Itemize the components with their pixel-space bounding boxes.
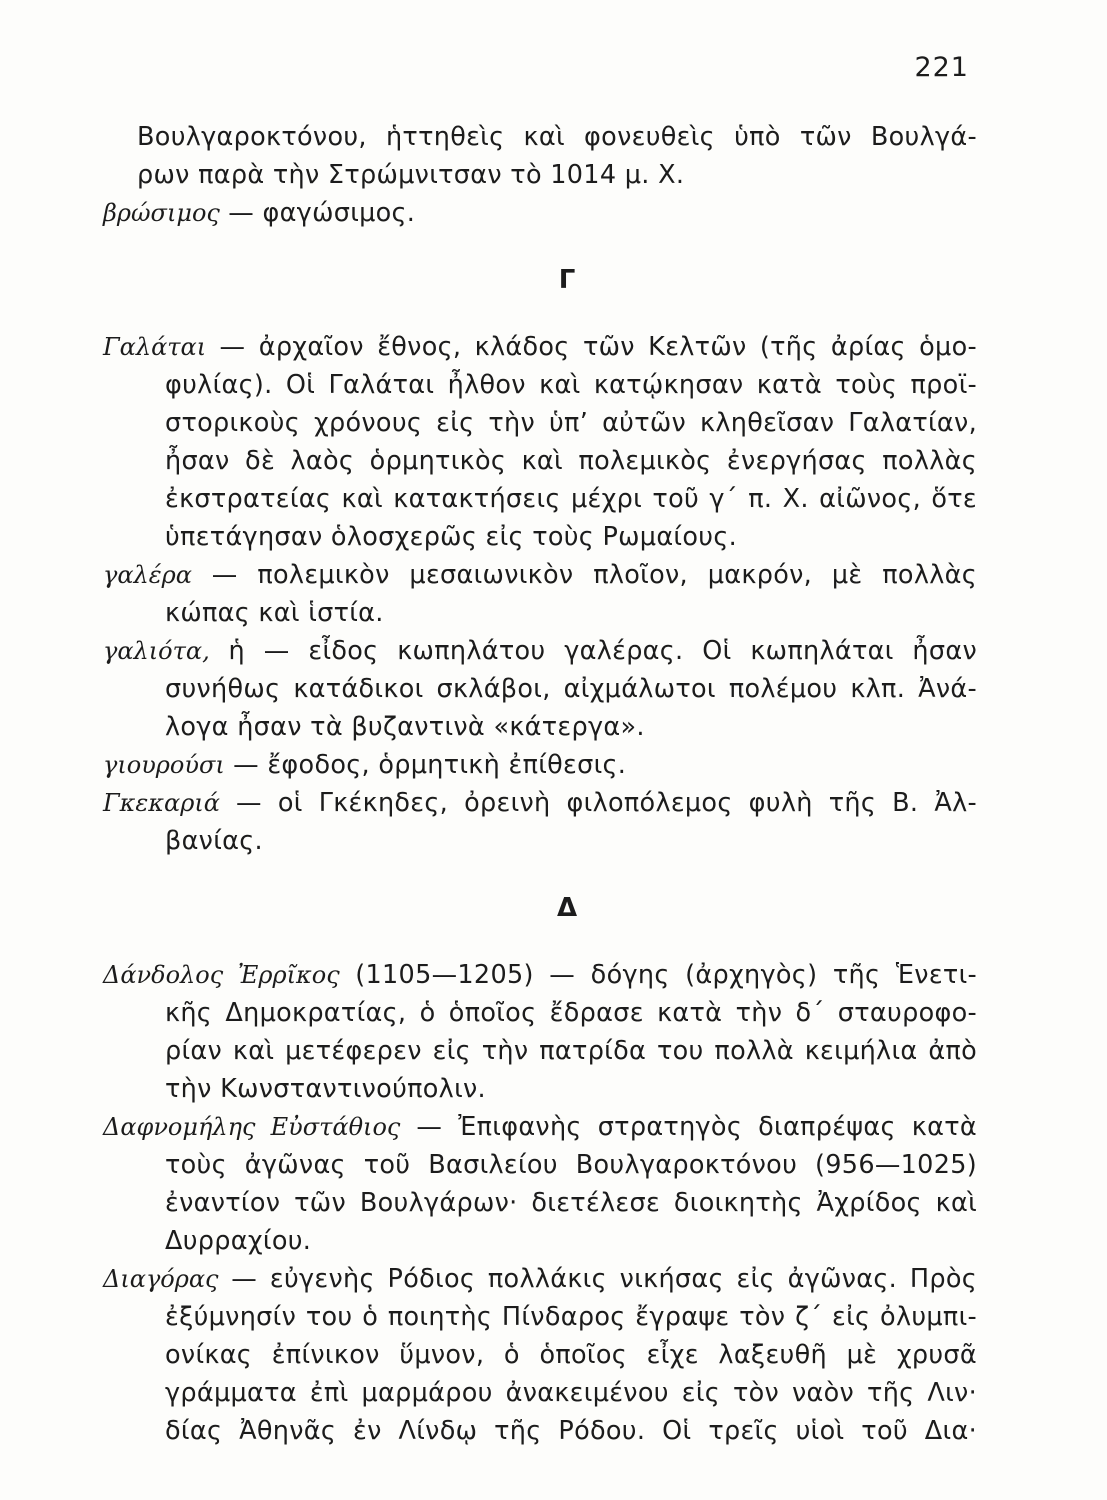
text-line: ρίαν καὶ μετέφερεν εἰς τὴν πατρίδα του πολλὰ κειμήλια ἀπὸ — [165, 1036, 977, 1066]
entry-term: Δάνδολος Ἐρρῖκος — [103, 961, 340, 989]
entry-term: γιουρούσι — [103, 751, 225, 779]
text-line: ἐξύμνησίν του ὁ ποιητὴς Πίνδαρος ἔγραψε τὸν ζ΄ εἰς ὀλυμπι- — [165, 1302, 977, 1332]
text-line: κῆς Δημοκρατίας, ὁ ὁποῖος ἔδρασε κατὰ τὴν δ΄ σταυροφο- — [165, 998, 977, 1028]
glossary-entry — [103, 328, 977, 366]
glossary-entry — [103, 956, 977, 994]
entry-text: — Ἐπιφανὴς στρατηγὸς διαπρέψας κατὰ — [400, 1112, 977, 1142]
entry-text: — πολεμικὸν μεσαιωνικὸν πλοῖον, μακρόν, μὲ πολλὰς — [191, 560, 977, 590]
text-line: κώπας καὶ ἱστία. — [165, 598, 384, 628]
glossary-text — [103, 118, 977, 1450]
text-line: γράμματα ἐπὶ μαρμάρου ἀνακειμένου εἰς τὸν ναὸν τῆς Λιν· — [165, 1378, 977, 1408]
entry-text: — οἱ Γκέκηδες, ὀρεινὴ φιλοπόλεμος φυλὴ τῆς Β. Ἀλ- — [219, 788, 977, 818]
section-heading-delta: Δ — [556, 893, 578, 923]
entry-text: — εὐγενὴς Ρόδιος πολλάκις νικήσας εἰς ἀγῶνας. Πρὸς — [218, 1264, 977, 1294]
glossary-entry — [103, 784, 977, 822]
entry-term: βρώσιμος — [103, 199, 220, 227]
entry-text: (1105—1205) — δόγης (ἀρχηγὸς) τῆς Ἑνετι- — [339, 960, 977, 990]
text-line: Βουλγαροκτόνου, ἡττηθεὶς καὶ φονευθεὶς ὑπὸ τῶν Βουλγά- — [137, 122, 977, 152]
entry-term: Διαγόρας — [103, 1265, 219, 1293]
text-line: ἐναντίον τῶν Βουλγάρων· διετέλεσε διοικητὴς Ἀχρίδος καὶ — [165, 1188, 977, 1218]
glossary-entry — [103, 746, 977, 784]
glossary-entry — [103, 556, 977, 594]
text-line: ρων παρὰ τὴν Στρώμνιτσαν τὸ 1014 μ. Χ. — [137, 160, 685, 190]
text-line: βανίας. — [165, 826, 263, 856]
entry-term: Γαλάται — [103, 333, 207, 361]
text-line: ὑπετάγησαν ὁλοσχερῶς εἰς τοὺς Ρωμαίους. — [165, 522, 737, 552]
entry-term: Γκεκαριά — [103, 789, 220, 817]
text-line: τὴν Κωνσταντινούπολιν. — [165, 1074, 486, 1104]
text-line: δίας Ἀθηνᾶς ἐν Λίνδῳ τῆς Ρόδου. Οἱ τρεῖς υἱοὶ τοῦ Δια· — [165, 1416, 977, 1446]
text-line: Δυρραχίου. — [165, 1226, 312, 1256]
entry-text: — φαγώσιμος. — [219, 198, 416, 228]
entry-term: Δαφνομήλης Εὐστάθιος — [103, 1113, 401, 1141]
text-line: τοὺς ἀγῶνας τοῦ Βασιλείου Βουλγαροκτόνου (956—1025) — [165, 1150, 977, 1180]
entry-text: — ἀρχαῖον ἔθνος, κλάδος τῶν Κελτῶν (τῆς ἀρίας ὁμο- — [206, 332, 977, 362]
text-line: ονίκας ἐπίνικον ὕμνον, ὁ ὁποῖος εἶχε λαξευθῆ μὲ χρυσᾶ — [165, 1340, 977, 1370]
text-line: στορικοὺς χρόνους εἰς τὴν ὑπ’ αὐτῶν κληθεῖσαν Γαλατίαν, — [165, 408, 977, 438]
glossary-entry — [103, 632, 977, 670]
text-line: συνήθως κατάδικοι σκλάβοι, αἰχμάλωτοι πολέμου κλπ. Ἀνά- — [165, 674, 977, 704]
glossary-entry — [103, 1108, 977, 1146]
page-number: 221 — [914, 52, 969, 83]
text-line: ἐκστρατείας καὶ κατακτήσεις μέχρι τοῦ γ΄ π. Χ. αἰῶνος, ὅτε — [165, 484, 977, 514]
entry-text: ἡ — εἶδος κωπηλάτου γαλέρας. Οἱ κωπηλάται ἦσαν — [209, 636, 977, 666]
glossary-entry — [103, 1260, 977, 1298]
glossary-entry — [103, 194, 977, 232]
entry-text: — ἔφοδος, ὁρμητικὴ ἐπίθεσις. — [224, 750, 627, 780]
section-heading-gamma: Γ — [558, 265, 576, 295]
text-line: ἦσαν δὲ λαὸς ὁρμητικὸς καὶ πολεμικὸς ἐνεργήσας πολλὰς — [165, 446, 977, 476]
text-line: φυλίας). Οἱ Γαλάται ἦλθον καὶ κατῴκησαν κατὰ τοὺς προϊ- — [165, 370, 977, 400]
entry-term: γαλέρα — [103, 561, 192, 589]
text-line: λογα ἦσαν τὰ βυζαντινὰ «κάτεργα». — [165, 712, 645, 742]
entry-term: γαλιότα, — [103, 637, 210, 665]
